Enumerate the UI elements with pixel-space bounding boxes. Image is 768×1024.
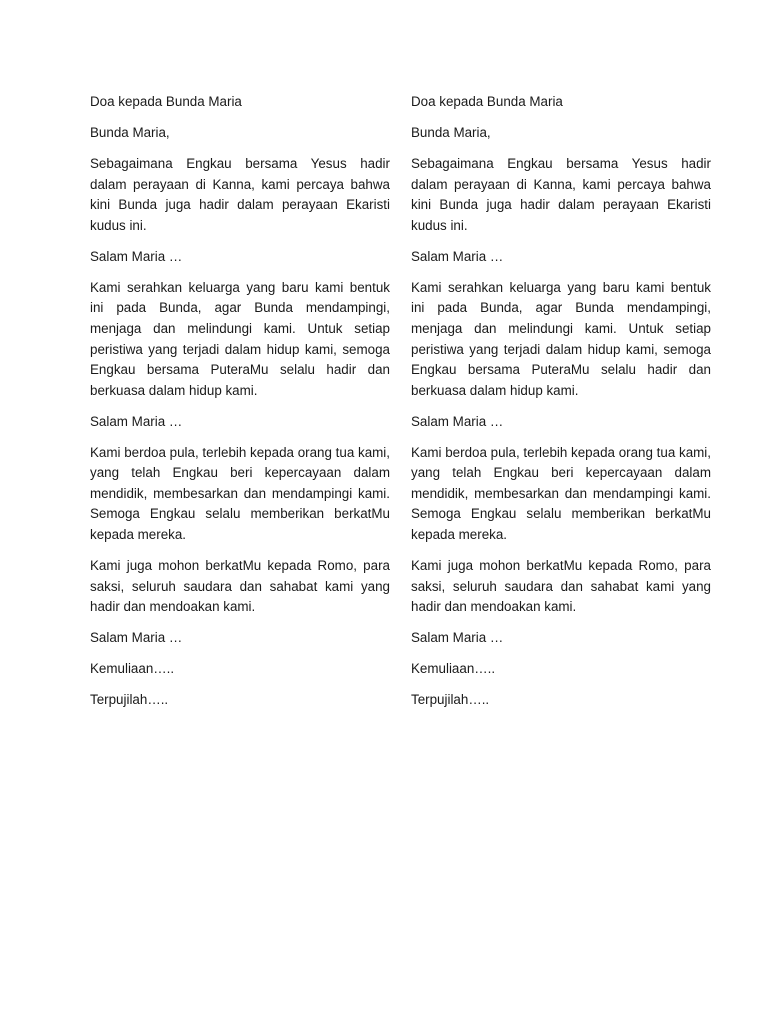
prayer-greeting: Bunda Maria, [411, 124, 491, 140]
prayer-paragraph-4: Kami juga mohon berkatMu kepada Romo, para saksi, seluruh saudara dan sahabat kami yang hadir dan mendoakan kami. [411, 558, 711, 615]
salam-maria-1: Salam Maria … [411, 248, 504, 264]
prayer-paragraph-1: Sebagaimana Engkau bersama Yesus hadir dalam perayaan di Kanna, kami percaya bahwa kini Bunda juga hadir dalam perayaan Ekaristi kudus ini. [411, 155, 711, 233]
terpujilah-line: Terpujilah….. [411, 692, 490, 708]
salam-maria-3: Salam Maria … [90, 630, 183, 646]
prayer-column-right [411, 92, 711, 721]
prayer-paragraph-1: Sebagaimana Engkau bersama Yesus hadir dalam perayaan di Kanna, kami percaya bahwa kini Bunda juga hadir dalam perayaan Ekaristi kudus ini. [90, 155, 390, 233]
terpujilah-line: Terpujilah….. [90, 692, 169, 708]
prayer-title: Doa kepada Bunda Maria [411, 94, 563, 109]
prayer-title: Doa kepada Bunda Maria [90, 94, 242, 109]
salam-maria-1: Salam Maria … [90, 248, 183, 264]
prayer-paragraph-4: Kami juga mohon berkatMu kepada Romo, para saksi, seluruh saudara dan sahabat kami yang hadir dan mendoakan kami. [90, 558, 390, 615]
prayer-paragraph-2: Kami serahkan keluarga yang baru kami bentuk ini pada Bunda, agar Bunda mendampingi, menjaga dan melindungi kami. Untuk setiap peristiwa yang terjadi dalam hidup kami, semoga Engkau bersama PuteraMu selalu hadir dan berkuasa dalam hidup kami. [411, 279, 711, 398]
salam-maria-2: Salam Maria … [411, 413, 504, 429]
prayer-paragraph-2: Kami serahkan keluarga yang baru kami bentuk ini pada Bunda, agar Bunda mendampingi, menjaga dan melindungi kami. Untuk setiap peristiwa yang terjadi dalam hidup kami, semoga Engkau bersama PuteraMu selalu hadir dan berkuasa dalam hidup kami. [90, 279, 390, 398]
kemuliaan-line: Kemuliaan….. [411, 661, 496, 677]
prayer-paragraph-3: Kami berdoa pula, terlebih kepada orang tua kami, yang telah Engkau beri kepercayaan dalam mendidik, membesarkan dan mendampingi kami. Semoga Engkau selalu memberikan berkatMu kepada mereka. [90, 444, 390, 543]
kemuliaan-line: Kemuliaan….. [90, 661, 175, 677]
salam-maria-2: Salam Maria … [90, 413, 183, 429]
salam-maria-3: Salam Maria … [411, 630, 504, 646]
prayer-paragraph-3: Kami berdoa pula, terlebih kepada orang tua kami, yang telah Engkau beri kepercayaan dalam mendidik, membesarkan dan mendampingi kami. Semoga Engkau selalu memberikan berkatMu kepada mereka. [411, 444, 711, 543]
prayer-greeting: Bunda Maria, [90, 124, 170, 140]
prayer-column-left [90, 92, 390, 721]
